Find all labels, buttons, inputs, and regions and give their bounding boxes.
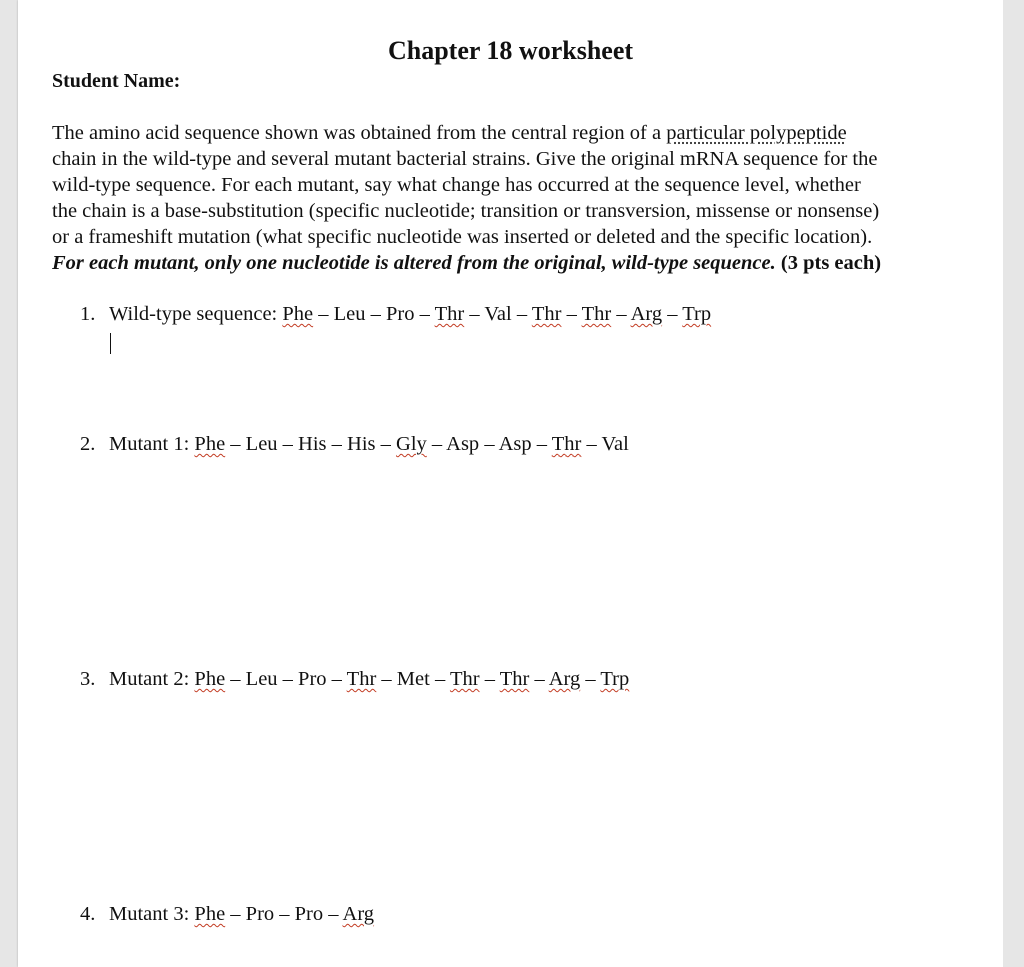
item-number: 4. <box>80 903 96 925</box>
residue-separator: – <box>277 668 299 690</box>
residue-separator: – <box>580 668 601 690</box>
residue-separator: – <box>511 303 532 325</box>
residue-thr: Thr <box>551 433 582 455</box>
sequence-item-mutant-2 <box>80 668 629 691</box>
residue-separator: – <box>323 903 343 925</box>
residue-separator: – <box>326 668 347 690</box>
intro-line-4: the chain is a base-substitution (specific nucleotide; transition or transversion, missense or nonsense) <box>52 200 880 222</box>
residue-thr: Thr <box>531 303 562 325</box>
residue-his: His <box>347 433 376 455</box>
item-number: 2. <box>80 433 96 455</box>
residue-arg: Arg <box>342 903 375 925</box>
residue-thr: Thr <box>449 668 480 690</box>
item-label: Mutant 3: <box>109 903 195 925</box>
residue-sequence <box>194 903 374 925</box>
residue-separator: – <box>529 668 549 690</box>
residue-arg: Arg <box>630 303 663 325</box>
student-name-label: Student Name: <box>52 70 181 92</box>
residue-separator: – <box>426 433 447 455</box>
residue-thr: Thr <box>346 668 377 690</box>
residue-separator: – <box>464 303 485 325</box>
residue-trp: Trp <box>600 668 630 690</box>
residue-gly: Gly <box>396 433 427 455</box>
residue-val: Val <box>601 433 629 455</box>
sequence-item-mutant-1 <box>80 433 629 456</box>
intro-line-2: chain in the wild-type and several mutant bacterial strains. Give the original mRNA sequence for the <box>52 148 878 170</box>
residue-separator: – <box>561 303 582 325</box>
item-label: Wild-type sequence: <box>109 303 283 325</box>
residue-phe: Phe <box>194 433 226 455</box>
residue-separator: – <box>274 903 295 925</box>
document-page[interactable] <box>18 0 1003 967</box>
residue-leu: Leu <box>245 668 278 690</box>
scroll-gutter[interactable] <box>1003 0 1024 967</box>
intro-line-5: or a frameshift mutation (what specific nucleotide was inserted or deleted and the specific location). <box>52 226 873 248</box>
residue-separator: – <box>225 903 246 925</box>
residue-leu: Leu <box>245 433 278 455</box>
residue-separator: – <box>611 303 631 325</box>
residue-trp: Trp <box>682 303 712 325</box>
residue-separator: – <box>581 433 602 455</box>
intro-line-1 <box>52 120 977 146</box>
residue-pro: Pro <box>298 668 327 690</box>
residue-separator: – <box>414 303 435 325</box>
residue-separator: – <box>375 433 397 455</box>
item-number: 1. <box>80 303 96 325</box>
residue-met: Met <box>396 668 430 690</box>
residue-separator: – <box>479 668 500 690</box>
residue-pro: Pro <box>245 903 275 925</box>
residue-separator: – <box>662 303 683 325</box>
residue-his: His <box>298 433 327 455</box>
residue-separator: – <box>429 668 450 690</box>
residue-arg: Arg <box>548 668 581 690</box>
sequence-item-mutant-3 <box>80 903 374 926</box>
points-text: (3 pts each) <box>775 252 882 274</box>
residue-sequence <box>194 433 628 455</box>
residue-separator: – <box>376 668 397 690</box>
residue-separator: – <box>225 668 246 690</box>
residue-pro: Pro <box>385 303 415 325</box>
page-title: Chapter 18 worksheet <box>387 36 634 65</box>
residue-asp: Asp <box>498 433 532 455</box>
item-number: 3. <box>80 668 96 690</box>
residue-separator: – <box>365 303 386 325</box>
residue-leu: Leu <box>333 303 366 325</box>
sequence-item-wild-type <box>80 303 711 326</box>
residue-separator: – <box>326 433 348 455</box>
instructions-paragraph <box>52 120 977 276</box>
text-cursor <box>110 333 111 354</box>
item-label: Mutant 1: <box>109 433 195 455</box>
grammar-flag-text: particular polypeptide <box>666 122 847 144</box>
residue-thr: Thr <box>434 303 465 325</box>
residue-separator: – <box>313 303 334 325</box>
residue-phe: Phe <box>194 668 226 690</box>
residue-thr: Thr <box>581 303 612 325</box>
residue-phe: Phe <box>282 303 314 325</box>
residue-sequence <box>194 668 629 690</box>
residue-thr: Thr <box>499 668 530 690</box>
residue-val: Val <box>484 303 512 325</box>
residue-separator: – <box>225 433 246 455</box>
intro-line-3: wild-type sequence. For each mutant, say what change has occurred at the sequence level, whether <box>52 174 861 196</box>
intro-line-6 <box>52 250 977 276</box>
residue-sequence <box>282 303 711 325</box>
item-label: Mutant 2: <box>109 668 195 690</box>
residue-asp: Asp <box>446 433 480 455</box>
intro-text: The amino acid sequence shown was obtained from the central region of a <box>52 122 667 144</box>
residue-phe: Phe <box>194 903 226 925</box>
residue-separator: – <box>277 433 299 455</box>
residue-separator: – <box>531 433 552 455</box>
residue-pro: Pro <box>294 903 324 925</box>
emphasis-text: For each mutant, only one nucleotide is altered from the original, wild-type sequence. <box>52 252 776 274</box>
residue-separator: – <box>479 433 499 455</box>
